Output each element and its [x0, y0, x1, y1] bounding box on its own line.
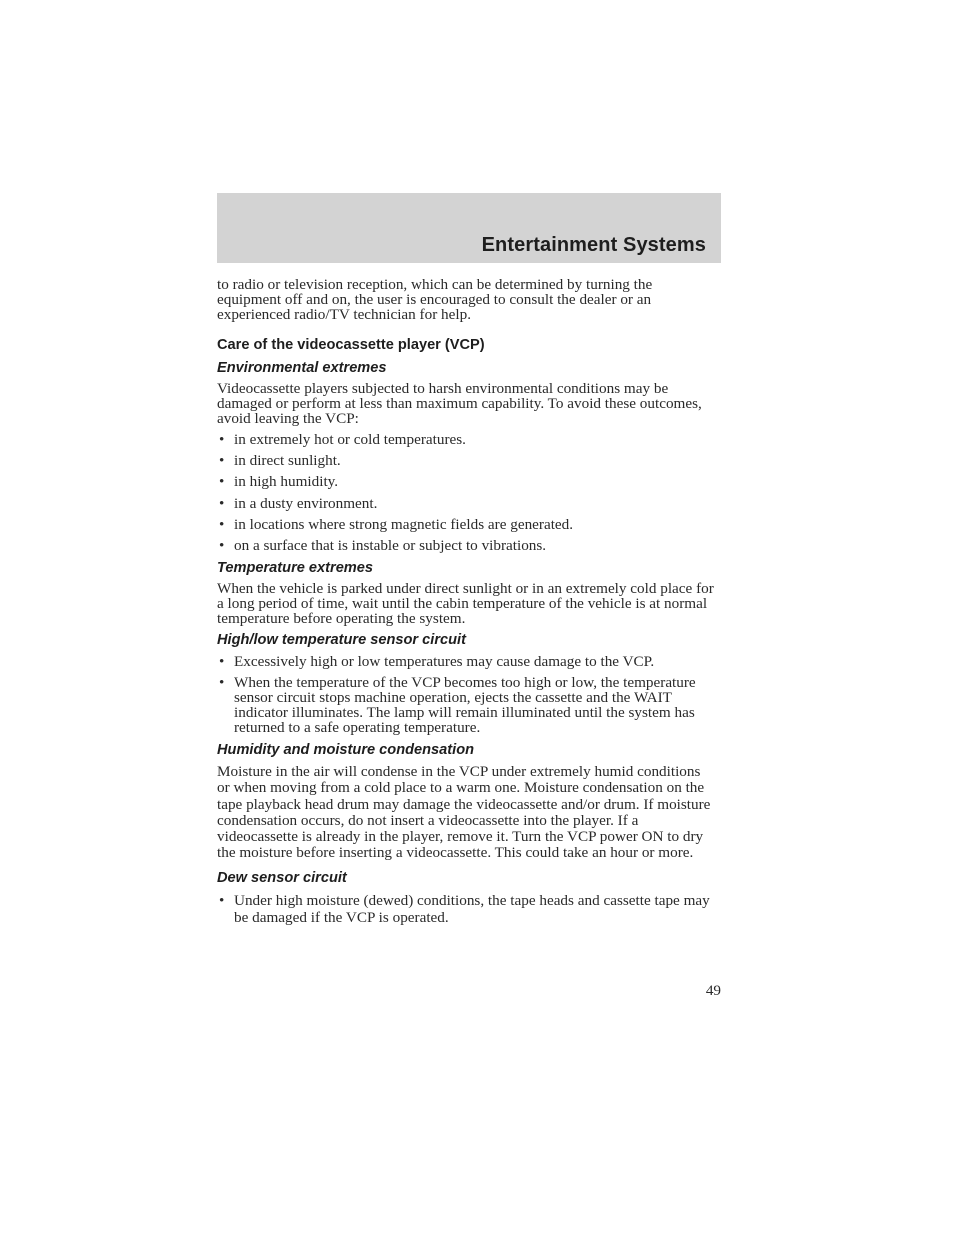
list-item-text: in locations where strong magnetic fields are generated.	[234, 516, 574, 533]
care-heading: Care of the videocassette player (VCP)	[217, 337, 485, 353]
list-item	[217, 496, 721, 511]
list-item	[217, 675, 721, 735]
dew-heading: Dew sensor circuit	[217, 869, 347, 886]
environmental-heading: Environmental extremes	[217, 360, 387, 376]
dew-list	[217, 892, 721, 926]
list-item-text: in extremely hot or cold temperatures.	[234, 431, 466, 448]
section-header-band	[217, 193, 721, 263]
temperature-paragraph: When the vehicle is parked under direct sunlight or in an extremely cold place for a long period of time, wait until the cabin temperature of the vehicle is at normal temperature before operating the system.	[217, 580, 714, 627]
humidity-paragraph: Moisture in the air will condense in the VCP under extremely humid conditions or when moving from a cold place to a warm one. Moisture condensation on the tape playback head drum may damage the videocassette and/or drum. If moisture condensation occurs, do not insert a videocassette into the player. If a videocassette is already in the player, remove it. Turn the VCP power ON to dry the moisture before inserting a videocassette. This could take an hour or more.	[217, 763, 711, 862]
bullet-glyph: •	[219, 473, 225, 490]
list-item-text: When the temperature of the VCP becomes too high or low, the temperature sensor circuit stops machine operation, ejects the cassette and the WAIT indicator illuminates. The lamp will remain illuminated until the system has returned to a safe operating temperature.	[234, 674, 696, 736]
bullet-glyph: •	[219, 431, 225, 448]
list-item-text: Under high moisture (dewed) conditions, the tape heads and cassette tape may be damaged if the VCP is operated.	[234, 891, 710, 926]
list-item-text: in a dusty environment.	[234, 495, 378, 512]
sensor-heading: High/low temperature sensor circuit	[217, 632, 466, 648]
environmental-list	[217, 432, 721, 553]
list-item	[217, 892, 721, 926]
list-item-text: in direct sunlight.	[234, 452, 341, 469]
page-content	[217, 277, 721, 926]
list-item	[217, 432, 721, 447]
list-item	[217, 453, 721, 468]
bullet-glyph: •	[219, 891, 225, 909]
temperature-heading: Temperature extremes	[217, 560, 374, 576]
bullet-glyph: •	[219, 653, 225, 670]
list-item-text: Excessively high or low temperatures may cause damage to the VCP.	[234, 653, 655, 670]
bullet-glyph: •	[219, 674, 225, 691]
environmental-paragraph: Videocassette players subjected to harsh environmental conditions may be damaged or perform at less than maximum capability. To avoid these outcomes, avoid leaving the VCP:	[217, 380, 702, 427]
list-item	[217, 474, 721, 489]
list-item	[217, 654, 721, 669]
intro-paragraph: to radio or television reception, which can be determined by turning the equipment off and on, the user is encouraged to consult the dealer or an experienced radio/TV technician for help.	[217, 276, 653, 323]
bullet-glyph: •	[219, 516, 225, 533]
section-title: Entertainment Systems	[481, 234, 706, 256]
sensor-list	[217, 654, 721, 735]
bullet-glyph: •	[219, 495, 225, 512]
list-item-text: in high humidity.	[234, 473, 339, 490]
list-item-text: on a surface that is instable or subject to vibrations.	[234, 537, 547, 554]
list-item	[217, 517, 721, 532]
humidity-heading: Humidity and moisture condensation	[217, 742, 475, 758]
bullet-glyph: •	[219, 452, 225, 469]
bullet-glyph: •	[219, 537, 225, 554]
list-item	[217, 538, 721, 553]
page-number: 49	[705, 982, 721, 999]
